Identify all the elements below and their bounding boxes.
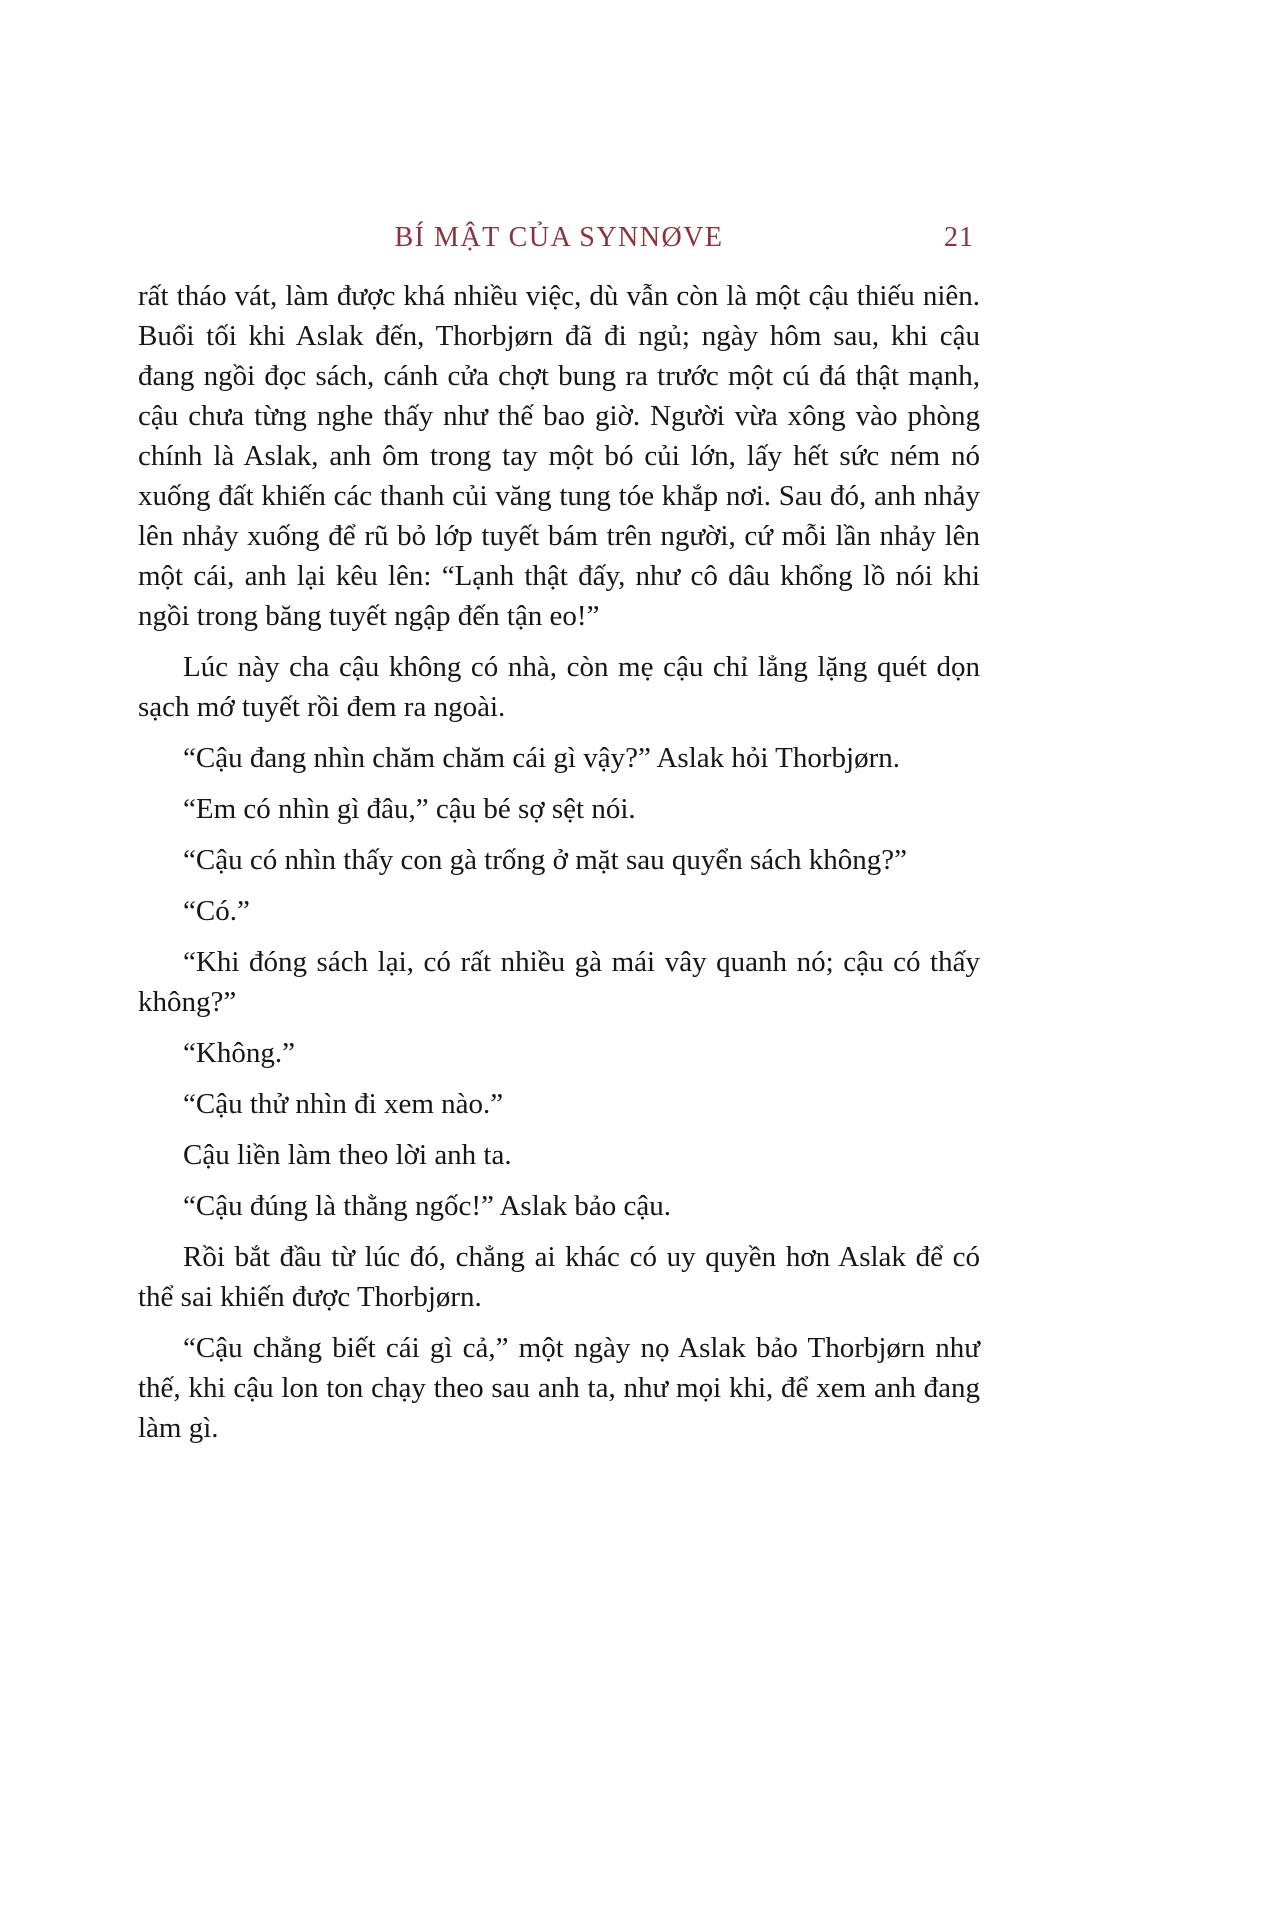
running-header-title: BÍ MẬT CỦA SYNNØVE (394, 222, 724, 253)
running-header (138, 222, 980, 262)
paragraph: “Không.” (183, 1037, 295, 1069)
paragraph: Cậu liền làm theo lời anh ta. (183, 1139, 512, 1171)
paragraph: “Cậu thử nhìn đi xem nào.” (183, 1088, 504, 1120)
paragraph: Lúc này cha cậu không có nhà, còn mẹ cậu chỉ lẳng lặng quét dọn sạch mớ tuyết rồi đem ra ngoài. (138, 651, 980, 723)
paragraph: “Cậu chẳng biết cái gì cả,” một ngày nọ Aslak bảo Thorbjørn như thế, khi cậu lon ton chạy theo sau anh ta, như mọi khi, để xem anh đang làm gì. (138, 1332, 980, 1444)
paragraph: Rồi bắt đầu từ lúc đó, chẳng ai khác có uy quyền hơn Aslak để có thể sai khiến được Thorbjørn. (138, 1241, 980, 1313)
paragraph: rất tháo vát, làm được khá nhiều việc, dù vẫn còn là một cậu thiếu niên. Buổi tối khi Aslak đến, Thorbjørn đã đi ngủ; ngày hôm sau, khi cậu đang ngồi đọc sách, cánh cửa chợt bung ra trước một cú đá thật mạnh, cậu chưa từng nghe thấy như thế bao giờ. Người vừa xông vào phòng chính là Aslak, anh ôm trong tay một bó củi lớn, lấy hết sức ném nó xuống đất khiến các thanh củi văng tung tóe khắp nơi. Sau đó, anh nhảy lên nhảy xuống để rũ bỏ lớp tuyết bám trên người, cứ mỗi lần nhảy lên một cái, anh lại kêu lên: “Lạnh thật đấy, như cô dâu khổng lồ nói khi ngồi trong băng tuyết ngập đến tận eo!” (138, 280, 980, 632)
paragraph: “Có.” (183, 895, 250, 927)
body-text-block (138, 276, 980, 1459)
paragraph: “Khi đóng sách lại, có rất nhiều gà mái vây quanh nó; cậu có thấy không?” (138, 946, 980, 1018)
paragraph: “Cậu đang nhìn chăm chăm cái gì vậy?” Aslak hỏi Thorbjørn. (183, 742, 901, 774)
paragraph: “Cậu đúng là thằng ngốc!” Aslak bảo cậu. (183, 1190, 672, 1222)
paragraph: “Cậu có nhìn thấy con gà trống ở mặt sau quyển sách không?” (183, 844, 908, 876)
page-number: 21 (944, 222, 974, 253)
paragraph: “Em có nhìn gì đâu,” cậu bé sợ sệt nói. (183, 793, 636, 825)
